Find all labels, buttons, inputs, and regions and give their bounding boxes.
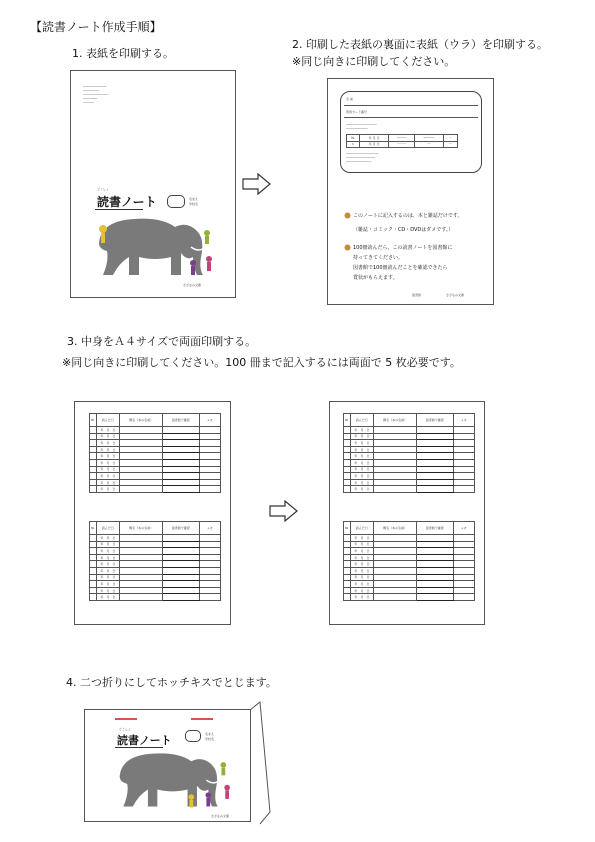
table-cell: 年 月 日 (96, 427, 120, 434)
cover-name-label: 名まえ (189, 197, 199, 201)
booklet-ruby: どくしょ (119, 727, 132, 731)
table-row (90, 574, 221, 581)
table-cell: 年 月 日 (96, 459, 120, 466)
table-cell (453, 466, 474, 473)
table-cell (163, 554, 199, 561)
table-cell (120, 567, 163, 574)
table-cell (374, 554, 417, 561)
table-cell (374, 548, 417, 555)
elephant-illustration (109, 748, 234, 814)
booklet-footer: さざなみ文庫 (211, 814, 230, 818)
table-cell: 年 月 日 (350, 473, 374, 480)
table-cell (163, 548, 199, 555)
table-cell (374, 594, 417, 601)
table-cell (374, 581, 417, 588)
table-header-cell: 図書館で確認 (417, 414, 453, 427)
table-header-cell: № (90, 414, 97, 427)
table-cell: 年 月 日 (96, 574, 120, 581)
table-row (344, 440, 475, 447)
table-cell (163, 453, 199, 460)
table-cell (417, 440, 453, 447)
table-cell (417, 561, 453, 568)
table-cell (120, 541, 163, 548)
table-row (90, 446, 221, 453)
table-cell (453, 427, 474, 434)
table-cell (199, 466, 220, 473)
back-bullet2-line2: 持ってきてください。 (353, 255, 404, 261)
step2-text: 2. 印刷した表紙の裏面に表紙（ウラ）を印刷する。 (292, 38, 548, 51)
table-cell (453, 574, 474, 581)
record-table (343, 413, 475, 493)
record-table (89, 521, 221, 601)
table-cell (120, 466, 163, 473)
table-header-cell: メモ (453, 522, 474, 535)
back-footer-right: さざなみ文庫 (446, 293, 465, 297)
cover-title-underline (95, 209, 143, 210)
table-cell (199, 587, 220, 594)
table-row (344, 486, 475, 493)
table-cell (417, 581, 453, 588)
table-cell (120, 554, 163, 561)
table-row (90, 479, 221, 486)
table-row (90, 473, 221, 480)
table-row (344, 535, 475, 542)
table-cell (374, 433, 417, 440)
table-cell (374, 459, 417, 466)
table-cell: 年 月 日 (96, 453, 120, 460)
elephant-illustration (89, 213, 219, 283)
table-cell (120, 459, 163, 466)
table-cell: 年 月 日 (350, 446, 374, 453)
table-row (344, 453, 475, 460)
inner-page-front (74, 401, 231, 625)
table-cell: 年 月 日 (350, 459, 374, 466)
table-cell: 年 月 日 (350, 453, 374, 460)
folded-booklet (84, 709, 251, 822)
table-header-row (344, 414, 475, 427)
table-cell (163, 587, 199, 594)
table-row (344, 567, 475, 574)
table-cell (417, 587, 453, 594)
table-row (90, 433, 221, 440)
table-cell (453, 581, 474, 588)
table-row (344, 548, 475, 555)
back-name-line (344, 105, 478, 106)
table-cell (120, 427, 163, 434)
table-cell (453, 459, 474, 466)
front-cover-sheet (70, 70, 236, 298)
table-cell (453, 453, 474, 460)
table-row (90, 561, 221, 568)
table-cell: 年 月 日 (96, 594, 120, 601)
table-cell (120, 486, 163, 493)
table-cell (417, 459, 453, 466)
table-row (90, 453, 221, 460)
table-row (344, 459, 475, 466)
table-cell (199, 479, 220, 486)
table-cell (163, 581, 199, 588)
table-cell (120, 548, 163, 555)
table-row (90, 459, 221, 466)
table-cell: 年 月 日 (350, 581, 374, 588)
back-notes: ────────────────── ──────────────── ────────────── (346, 152, 379, 164)
table-cell (120, 433, 163, 440)
table-header-cell: 読んだ日 (96, 522, 120, 535)
table-cell (453, 446, 474, 453)
table-header-cell: № (344, 522, 351, 535)
table-cell (199, 486, 220, 493)
table-cell (199, 548, 220, 555)
table-cell (417, 427, 453, 434)
table-header-cell: 題名（本の名前） (374, 414, 417, 427)
table-row (344, 541, 475, 548)
accent-line (115, 718, 137, 720)
inner-page-back (329, 401, 485, 625)
table-cell (163, 567, 199, 574)
table-cell: 年 月 日 (350, 554, 374, 561)
table-cell (199, 594, 220, 601)
table-cell: 年 月 日 (350, 574, 374, 581)
cover-small-text: ───────────── ───────── ────────────── ──────── ────── (83, 85, 109, 105)
table-cell (199, 473, 220, 480)
table-cell: 年 月 日 (96, 479, 120, 486)
table-cell (417, 541, 453, 548)
table-row (90, 581, 221, 588)
table-cell (374, 440, 417, 447)
table-cell (417, 453, 453, 460)
booklet-title: 読書ノート (117, 734, 172, 747)
table-cell (417, 433, 453, 440)
table-cell (120, 440, 163, 447)
step3-note: ※同じ向きに印刷してください。100 冊まで記入するには両面で 5 枚必要です。 (62, 356, 461, 369)
table-cell (374, 446, 417, 453)
back-bullet2-line1: 100冊読んだら、この読書ノートを図書館に (353, 245, 453, 251)
table-cell: 年 月 日 (96, 587, 120, 594)
table-cell: 年 月 日 (96, 535, 120, 542)
table-row (90, 535, 221, 542)
table-cell (163, 433, 199, 440)
back-footer-left: 図書館 (412, 293, 422, 297)
table-cell (163, 541, 199, 548)
table-cell (163, 459, 199, 466)
booklet-school-label: 学校名 (205, 737, 215, 741)
table-row (344, 561, 475, 568)
cover-name-box (167, 195, 185, 208)
table-cell: 年 月 日 (96, 473, 120, 480)
table-cell (374, 453, 417, 460)
table-cell: 年 月 日 (350, 479, 374, 486)
table-cell: 年 月 日 (350, 541, 374, 548)
table-header-cell: メモ (199, 522, 220, 535)
table-header-cell: 図書館で確認 (163, 414, 199, 427)
table-cell (163, 561, 199, 568)
cover-school-label: 学校名 (189, 202, 199, 206)
table-cell: 年 月 日 (350, 440, 374, 447)
table-row (344, 554, 475, 561)
table-row (344, 473, 475, 480)
table-header-row (344, 522, 475, 535)
table-cell (453, 567, 474, 574)
table-cell (374, 479, 417, 486)
table-cell (199, 561, 220, 568)
table-cell (417, 486, 453, 493)
table-row (90, 554, 221, 561)
table-cell (199, 453, 220, 460)
table-cell: 年 月 日 (96, 548, 120, 555)
table-row (344, 587, 475, 594)
back-name-label: 名 前 (346, 97, 353, 101)
table-cell (120, 473, 163, 480)
table-row (344, 594, 475, 601)
table-cell (199, 581, 220, 588)
table-cell (199, 433, 220, 440)
back-bullet2-line3: 図書館で100冊読んだことを確認できたら (353, 265, 448, 271)
table-cell (163, 479, 199, 486)
table-cell (163, 594, 199, 601)
table-cell: 年 月 日 (96, 581, 120, 588)
table-header-cell: № (90, 522, 97, 535)
table-cell (120, 535, 163, 542)
table-cell: 年 月 日 (96, 554, 120, 561)
table-cell (163, 574, 199, 581)
page-heading: 【読書ノート作成手順】 (30, 20, 162, 34)
table-cell: 年 月 日 (350, 466, 374, 473)
table-row (344, 427, 475, 434)
table-header-cell: 読んだ日 (96, 414, 120, 427)
table-cell (417, 594, 453, 601)
back-cover-sheet (327, 78, 494, 305)
table-row (344, 574, 475, 581)
table-header-row (90, 414, 221, 427)
table-cell (374, 427, 417, 434)
table-cell (453, 535, 474, 542)
table-cell (374, 574, 417, 581)
table-cell (417, 554, 453, 561)
table-cell (417, 473, 453, 480)
booklet-name-box (185, 730, 201, 742)
table-header-cell: 題名（本の名前） (374, 522, 417, 535)
table-cell (453, 473, 474, 480)
table-cell (120, 446, 163, 453)
table-cell: 年 月 日 (96, 486, 120, 493)
table-cell (163, 446, 199, 453)
table-cell (374, 486, 417, 493)
record-table (343, 521, 475, 601)
table-cell (199, 554, 220, 561)
table-header-cell: 題名（本の名前） (120, 522, 163, 535)
record-table (89, 413, 221, 493)
table-cell (199, 427, 220, 434)
table-cell (163, 473, 199, 480)
table-cell (374, 567, 417, 574)
table-cell: 年 月 日 (96, 561, 120, 568)
table-row (344, 581, 475, 588)
table-cell (199, 574, 220, 581)
table-cell (453, 554, 474, 561)
table-cell (120, 561, 163, 568)
table-cell (163, 486, 199, 493)
table-row (344, 446, 475, 453)
table-row (90, 587, 221, 594)
back-card-line (344, 117, 478, 118)
table-cell (417, 548, 453, 555)
table-cell: 年 月 日 (96, 541, 120, 548)
table-cell (120, 574, 163, 581)
table-row (90, 567, 221, 574)
table-cell (163, 427, 199, 434)
back-bullet2-line4: 賞状がもらえます。 (353, 275, 398, 281)
table-cell (374, 587, 417, 594)
table-cell (453, 541, 474, 548)
accent-line (191, 718, 213, 720)
step1-text: 1. 表紙を印刷する。 (72, 47, 174, 60)
table-row (90, 594, 221, 601)
table-cell (453, 433, 474, 440)
book-icon (344, 244, 351, 251)
table-cell (417, 446, 453, 453)
table-cell (417, 479, 453, 486)
table-cell (453, 548, 474, 555)
table-cell (199, 567, 220, 574)
book-icon (344, 212, 351, 219)
table-header-cell: 読んだ日 (350, 414, 374, 427)
table-cell: 年 月 日 (350, 594, 374, 601)
table-cell (199, 459, 220, 466)
table-header-cell: 図書館で確認 (163, 522, 199, 535)
table-cell: 年 月 日 (96, 440, 120, 447)
table-cell (120, 594, 163, 601)
table-cell (417, 535, 453, 542)
table-cell: 年 月 日 (350, 567, 374, 574)
table-cell: 年 月 日 (350, 433, 374, 440)
table-cell (120, 453, 163, 460)
table-row (90, 486, 221, 493)
table-cell (199, 535, 220, 542)
back-bullet1: このノートに記入するのは、本と雑誌だけです。 (353, 213, 463, 219)
table-row (344, 466, 475, 473)
back-instructions: ───────────────── ──────────── (346, 123, 377, 131)
table-cell: 年 月 日 (96, 466, 120, 473)
table-cell (453, 594, 474, 601)
table-header-cell: 図書館で確認 (417, 522, 453, 535)
table-header-cell: 題名（本の名前） (120, 414, 163, 427)
table-cell: 年 月 日 (350, 535, 374, 542)
table-cell: 年 月 日 (96, 433, 120, 440)
table-cell (374, 541, 417, 548)
table-cell (199, 446, 220, 453)
table-cell: 年 月 日 (350, 427, 374, 434)
table-cell: 年 月 日 (96, 446, 120, 453)
table-cell (120, 587, 163, 594)
table-cell (417, 466, 453, 473)
table-cell (417, 567, 453, 574)
table-row (344, 479, 475, 486)
cover-footer: さざなみ文庫 (183, 283, 202, 287)
table-cell (374, 466, 417, 473)
table-cell (453, 561, 474, 568)
table-row (90, 466, 221, 473)
table-cell (453, 486, 474, 493)
table-cell: 年 月 日 (350, 486, 374, 493)
table-cell (453, 440, 474, 447)
table-cell: 年 月 日 (96, 567, 120, 574)
table-cell (163, 535, 199, 542)
table-header-cell: メモ (199, 414, 220, 427)
table-cell (374, 535, 417, 542)
table-cell (453, 587, 474, 594)
table-row (90, 541, 221, 548)
step3-text: 3. 中身をＡ４サイズで両面印刷する。 (67, 335, 257, 348)
table-cell: 年 月 日 (350, 587, 374, 594)
booklet-name-label: 名まえ (205, 732, 215, 736)
table-cell (199, 541, 220, 548)
table-cell (120, 581, 163, 588)
table-cell (417, 574, 453, 581)
table-header-cell: 読んだ日 (350, 522, 374, 535)
cover-ruby: どくしょ (97, 187, 110, 191)
table-cell (120, 479, 163, 486)
table-header-cell: メモ (453, 414, 474, 427)
table-cell (199, 440, 220, 447)
cover-title: 読書ノート (97, 195, 157, 209)
step2-note: ※同じ向きに印刷してください。 (292, 55, 456, 68)
table-cell: 年 月 日 (350, 561, 374, 568)
table-cell (163, 440, 199, 447)
table-row (90, 440, 221, 447)
table-cell: 年 月 日 (350, 548, 374, 555)
table-cell (374, 561, 417, 568)
table-cell (453, 479, 474, 486)
table-row (90, 427, 221, 434)
table-header-cell: № (344, 414, 351, 427)
table-cell (163, 466, 199, 473)
back-sample-table: № 年 月 日 ───── ────── ─ 1 年 月 日 ───── ── ── (346, 134, 458, 148)
table-header-row (90, 522, 221, 535)
step4-text: 4. 二つ折りにしてホッチキスでとじます。 (66, 676, 277, 689)
table-row (344, 433, 475, 440)
arrow-right-icon (242, 173, 272, 195)
arrow-right-icon (269, 500, 299, 522)
table-row (90, 548, 221, 555)
table-cell (374, 473, 417, 480)
back-bullet1-sub: （雑誌・コミック・CD・DVDはダメです。） (353, 227, 454, 233)
back-card-label: 利用カード番号 (346, 110, 368, 114)
